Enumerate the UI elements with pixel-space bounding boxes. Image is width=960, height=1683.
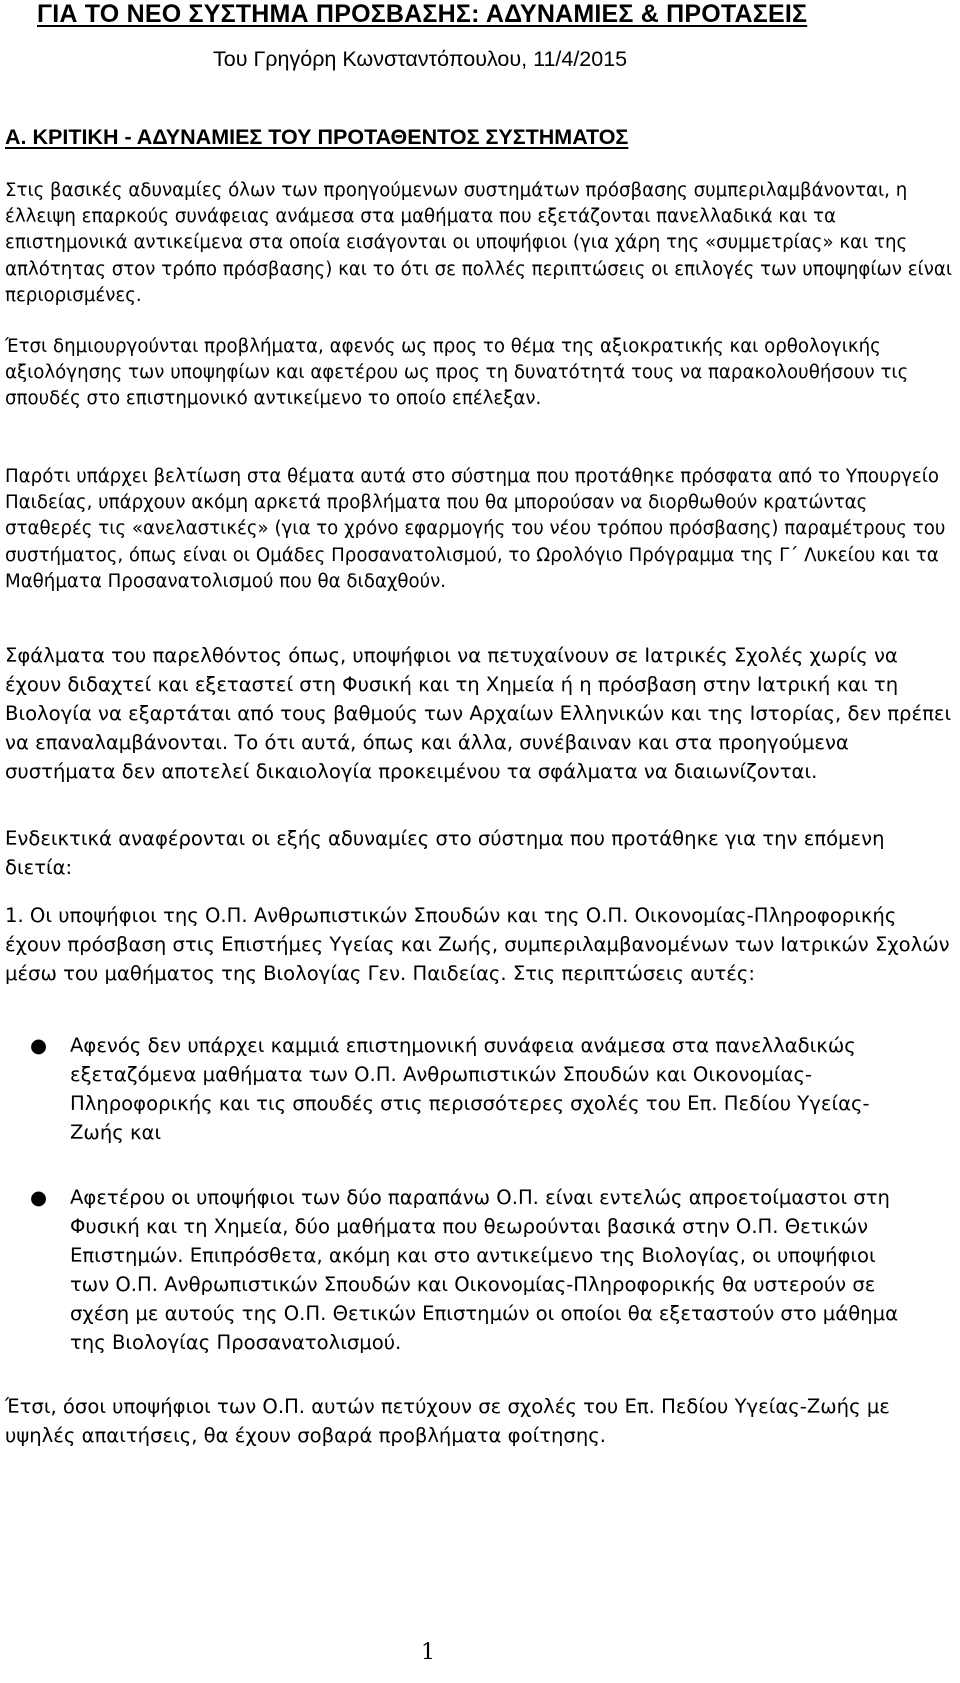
bullet-icon: ● <box>30 1034 48 1057</box>
paragraph-improvement: Παρότι υπάρχει βελτίωση στα θέματα αυτά στο σύστημα που προτάθηκε πρόσφατα από το Υπουργείο Παιδείας, υπάρχουν ακόμη αρκετά προβλήματα που θα μπορούσαν να διορθωθούν κρατώντας σταθερές τις «ανελαστικές» (για το χρόνο εφαρμογής του νέου τρόπου πρόσβασης) παραμέτρους του συστήματος, όπως είναι οι Ομάδες Προσανατολισμού, το Ωρολόγιο Πρόγραμμα της Γ΄ Λυκείου και τα Μαθήματα Προσανατολισμού που θα διδαχθούν. <box>5 466 946 592</box>
paragraph-point-1: 1. Οι υποψήφιοι της Ο.Π. Ανθρωπιστικών Σπουδών και της Ο.Π. Οικονομίας-Πληροφορικής έχουν πρόσβαση στις Επιστήμες Υγείας και Ζωής, συμπεριλαμβανομένων των Ιατρικών Σχολών μέσω του μαθήματος της Βιολογίας Γεν. Παιδείας. Στις περιπτώσεις αυτές: <box>5 904 950 985</box>
bullet-text: Αφενός δεν υπάρχει καμμιά επιστημονική συνάφεια ανάμεσα στα πανελλαδικώς εξεταζόμενα μαθήματα των Ο.Π. Ανθρωπιστικών Σπουδών και Οικονομίας-Πληροφορικής και τις σπουδές στις περισσότερες σχολές του Επ. Πεδίου Υγείας-Ζωής και <box>70 1034 870 1144</box>
bullet-icon: ● <box>30 1186 48 1209</box>
author-date-byline: Του Γρηγόρη Κωνσταντόπουλου, 11/4/2015 <box>213 47 628 71</box>
paragraph-weaknesses-intro: Στις βασικές αδυναμίες όλων των προηγούμενων συστημάτων πρόσβασης συμπεριλαμβάνονται, η έλλειψη επαρκούς συνάφειας ανάμεσα στα μαθήματα που εξετάζονται πανελλαδικά και τα επιστημονικά αντικείμενα στα οποία εισάγονται οι υποψήφιοι (για χάρη της «συμμετρίας» και της απλότητας στον τρόπο πρόσβασης) και το ότι σε πολλές περιπτώσεις οι επιλογές των υποψηφίων είναι περιορισμένες. <box>5 180 952 306</box>
paragraph-indicative: Ενδεικτικά αναφέρονται οι εξής αδυναμίες στο σύστημα που προτάθηκε για την επόμενη διετία: <box>5 827 885 879</box>
page-number: 1 <box>421 1640 435 1665</box>
paragraph-past-errors: Σφάλματα του παρελθόντος όπως, υποψήφιοι να πετυχαίνουν σε Ιατρικές Σχολές χωρίς να έχουν διδαχτεί και εξεταστεί στη Φυσική και τη Χημεία ή η πρόσβαση στην Ιατρική και τη Βιολογία να εξαρτάται από τους βαθμούς των Αρχαίων Ελληνικών και της Ιστορίας, δεν πρέπει να επαναλαμβάνονται. Το ότι αυτά, όπως και άλλα, συνέβαιναν και στα προηγούμενα συστήματα δεν αποτελεί δικαιολογία προκειμένου τα σφάλματα να διαιωνίζονται. <box>5 644 952 783</box>
bullet-text: Αφετέρου οι υποψήφιοι των δύο παραπάνω Ο.Π. είναι εντελώς απροετοίμαστοι στη Φυσική και τη Χημεία, δύο μαθήματα που θεωρούνται βασικά στην Ο.Π. Θετικών Επιστημών. Επιπρόσθετα, ακόμη και στο αντικείμενο της Βιολογίας, οι υποψήφιοι των Ο.Π. Ανθρωπιστικών Σπουδών και Οικονομίας-Πληροφορικής θα υστερούν σε σχέση με αυτούς της Ο.Π. Θετικών Επιστημών οι οποίοι θα εξεταστούν στο μάθημα της Βιολογίας Προσανατολισμού. <box>70 1186 898 1354</box>
section-a-title: Α. ΚΡΙΤΙΚΗ - ΑΔΥΝΑΜΙΕΣ ΤΟΥ ΠΡΟΤΑΘΕΝΤΟΣ ΣΥΣΤΗΜΑΤΟΣ <box>5 125 629 149</box>
paragraph-problems: Έτσι δημιουργούνται προβλήματα, αφενός ως προς το θέμα της αξιοκρατικής και ορθολογικής αξιολόγησης των υποψηφίων και αφετέρου ως προς τη δυνατότητά τους να παρακολουθήσουν τις σπουδές στο επιστημονικό αντικείμενο το οποίο επέλεξαν. <box>5 336 909 410</box>
paragraph-closing: Έτσι, όσοι υποψήφιοι των Ο.Π. αυτών πετύχουν σε σχολές του Επ. Πεδίου Υγείας-Ζωής με υψηλές απαιτήσεις, θα έχουν σοβαρά προβλήματα φοίτησης. <box>5 1395 890 1447</box>
document-title: ΓΙΑ ΤΟ ΝΕΟ ΣΥΣΤΗΜΑ ΠΡΟΣΒΑΣΗΣ: ΑΔΥΝΑΜΙΕΣ & ΠΡΟΤΑΣΕΙΣ <box>37 0 808 28</box>
